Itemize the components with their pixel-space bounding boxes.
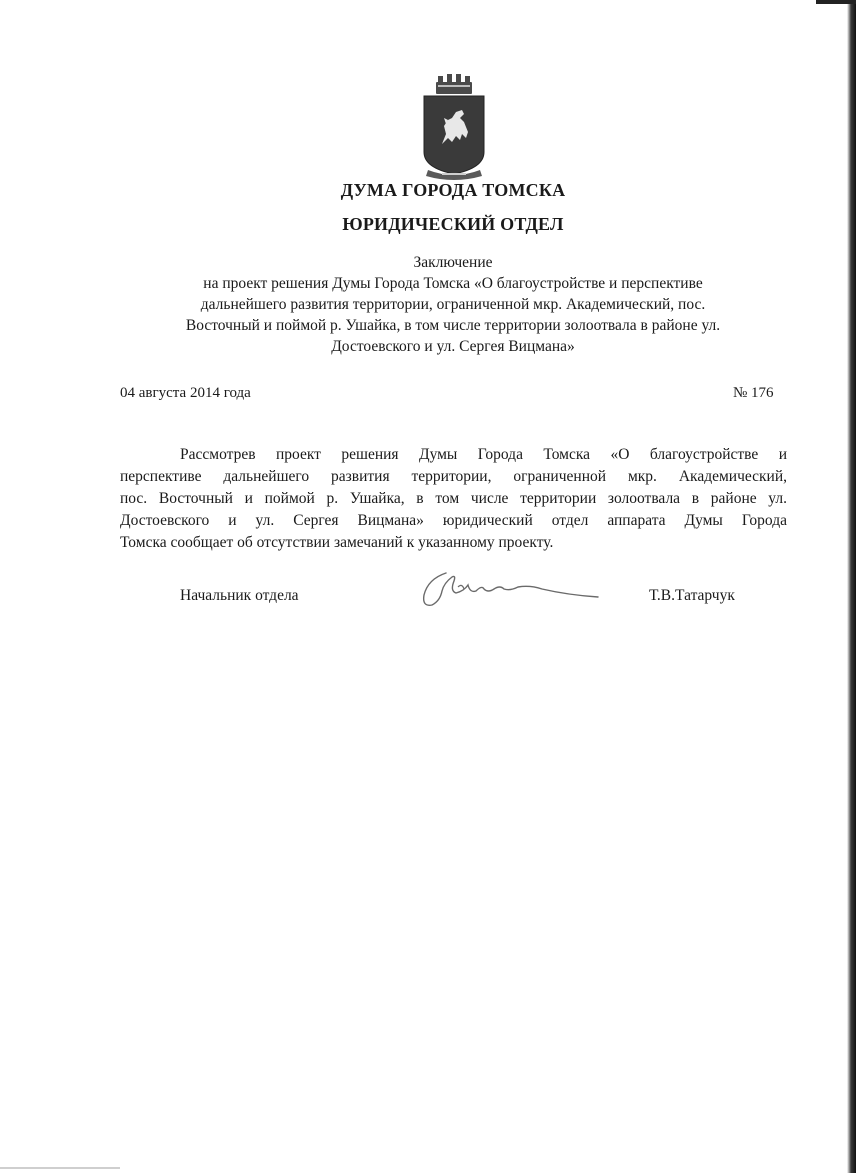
body-line: Томска сообщает об отсутствии замечаний к указанному проекту.	[120, 534, 554, 551]
scan-edge-top	[816, 0, 856, 4]
body-line: перспективе дальнейшего развития территории, ограниченной мкр. Академический,	[120, 468, 787, 485]
body-line: Рассмотрев проект решения Думы Города Томска «О благоустройстве и	[180, 446, 787, 463]
body-line: Достоевского и ул. Сергея Вицмана» юридический отдел аппарата Думы Города	[120, 512, 787, 529]
subject-line: Восточный и поймой р. Ушайка, в том числе территории золоотвала в районе ул.	[185, 317, 721, 334]
document-number: № 176	[733, 385, 774, 401]
body-line: пос. Восточный и поймой р. Ушайка, в том числе территории золоотвала в районе ул.	[120, 490, 787, 507]
signer-position: Начальник отдела	[180, 587, 299, 604]
signer-name: Т.В.Татарчук	[649, 587, 735, 604]
document-type: Заключение	[413, 254, 493, 271]
subject-line: Достоевского и ул. Сергея Вицмана»	[331, 338, 575, 355]
scan-edge-right	[847, 0, 856, 1173]
subject-line: дальнейшего развития территории, ограниченной мкр. Академический, пос.	[200, 296, 706, 313]
organization-name: ДУМА ГОРОДА ТОМСКА	[340, 180, 566, 200]
handwritten-signature	[418, 565, 608, 615]
subject-line: на проект решения Думы Города Томска «О благоустройстве и перспективе	[203, 275, 703, 292]
body-paragraph	[120, 444, 787, 554]
department-name: ЮРИДИЧЕСКИЙ ОТДЕЛ	[342, 214, 564, 234]
scan-edge-bottom	[0, 1167, 120, 1169]
document-date: 04 августа 2014 года	[120, 385, 251, 401]
document-heading	[0, 252, 856, 357]
tomsk-coat-of-arms-icon	[418, 74, 490, 184]
